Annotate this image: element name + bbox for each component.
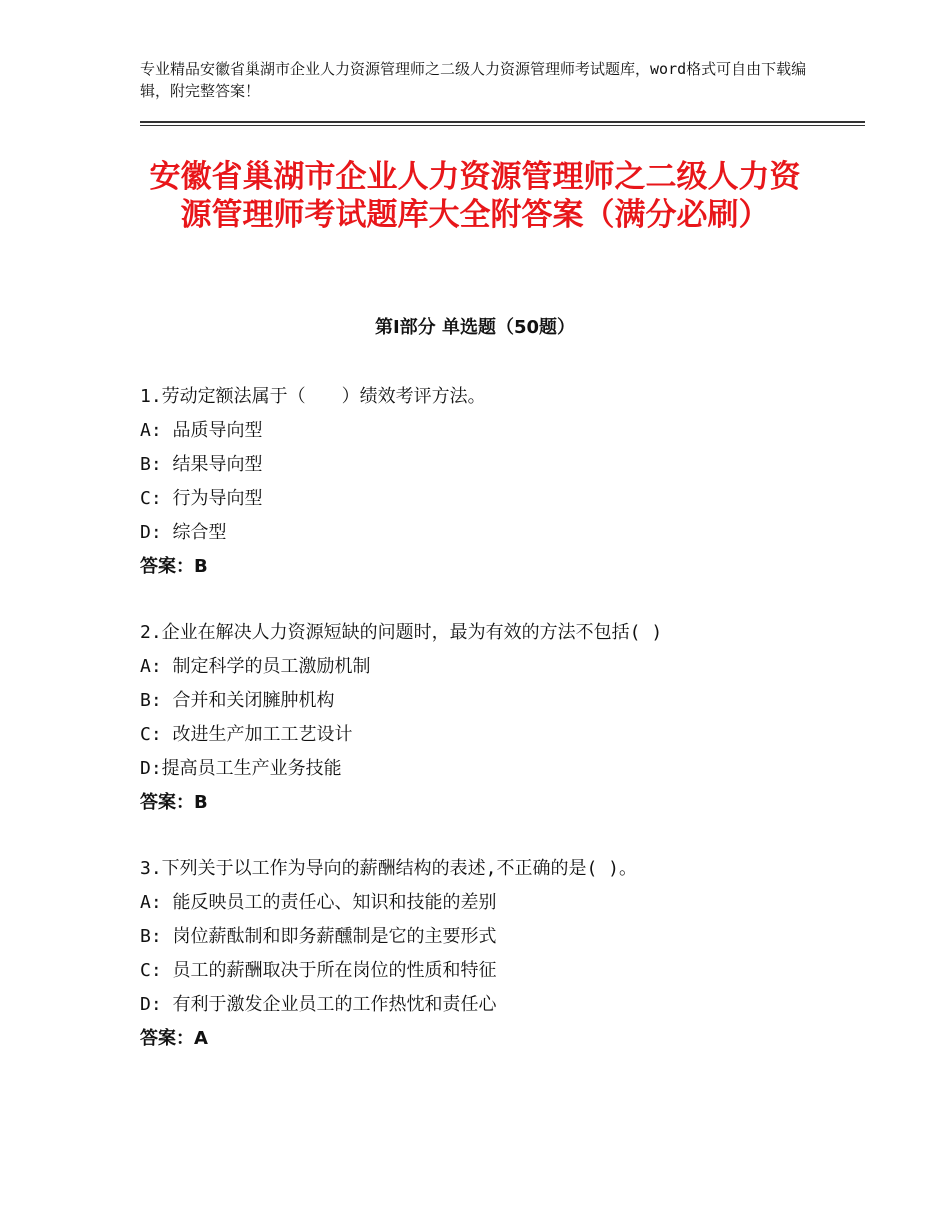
- answer: 答案：A: [140, 1028, 208, 1049]
- question-2: [140, 616, 840, 820]
- option-c: C: 员工的薪酬取决于所在岗位的性质和特征: [140, 960, 497, 981]
- option-d: D: 有利于激发企业员工的工作热忱和责任心: [140, 994, 497, 1015]
- question-3: [140, 852, 840, 1056]
- header-note: 专业精品安徽省巢湖市企业人力资源管理师之二级人力资源管理师考试题库，word格式可自由下载编辑，附完整答案！: [140, 60, 807, 100]
- question-stem: 2.企业在解决人力资源短缺的问题时，最为有效的方法不包括( ): [140, 622, 663, 643]
- question-stem: 1.劳动定额法属于（ ）绩效考评方法。: [140, 386, 486, 407]
- option-a: A: 品质导向型: [140, 420, 263, 441]
- option-d: D:提高员工生产业务技能: [140, 758, 342, 779]
- question-stem: 3.下列关于以工作为导向的薪酬结构的表述,不正确的是( )。: [140, 858, 638, 879]
- question-list: [140, 380, 840, 1088]
- option-b: B: 岗位薪酞制和即务薪醺制是它的主要形式: [140, 926, 497, 947]
- option-b: B: 合并和关闭臃肿机构: [140, 690, 335, 711]
- option-b: B: 结果导向型: [140, 454, 263, 475]
- header-divider-thick: [140, 121, 865, 123]
- document-title: 安徽省巢湖市企业人力资源管理师之二级人力资源管理师考试题库大全附答案（满分必刷）: [149, 159, 801, 233]
- option-d: D: 综合型: [140, 522, 227, 543]
- answer: 答案：B: [140, 792, 208, 813]
- section-heading: 第Ⅰ部分 单选题（50题）: [374, 317, 575, 338]
- option-c: C: 改进生产加工工艺设计: [140, 724, 353, 745]
- question-1: [140, 380, 840, 584]
- option-c: C: 行为导向型: [140, 488, 263, 509]
- answer: 答案：B: [140, 556, 208, 577]
- option-a: A: 能反映员工的责任心、知识和技能的差别: [140, 892, 497, 913]
- option-a: A: 制定科学的员工激励机制: [140, 656, 371, 677]
- header-divider-thin: [140, 125, 865, 126]
